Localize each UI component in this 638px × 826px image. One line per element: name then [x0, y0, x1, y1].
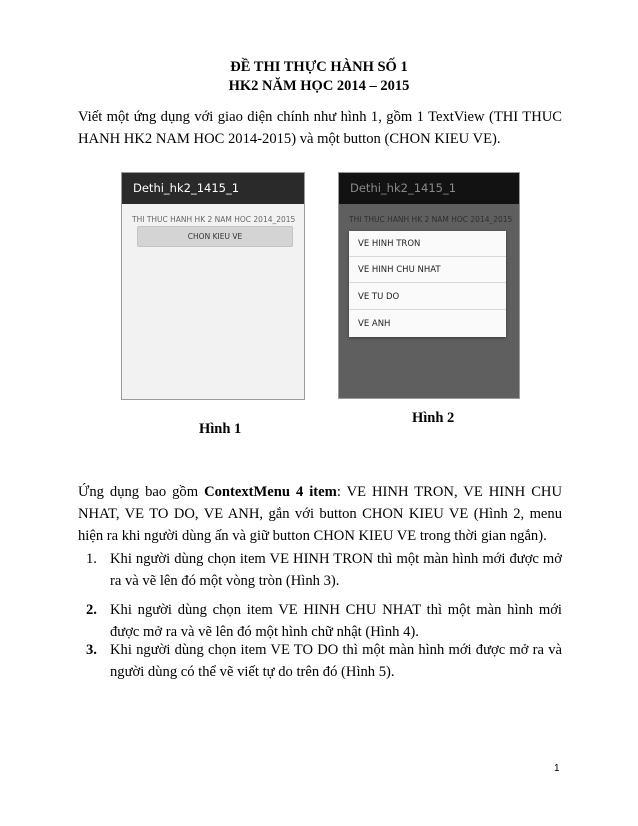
figure-2-screenshot — [338, 172, 520, 399]
page-title: ĐỀ THI THỰC HÀNH SỐ 1 — [230, 59, 408, 75]
figure-1-caption: Hình 1 — [199, 421, 242, 437]
page-number: 1 — [554, 763, 560, 774]
list-line: Khi người dùng chọn item VE TO DO thì một màn hình mới được mở ra và — [110, 642, 562, 658]
list-line: Khi người dùng chọn item VE HINH TRON thì một màn hình mới được mở — [110, 551, 562, 567]
app-title: Dethi_hk2_1415_1 — [350, 181, 457, 195]
figure-2-caption: Hình 2 — [412, 410, 455, 426]
textview: THI THUC HANH HK 2 NAM HOC 2014_2015 — [132, 215, 296, 224]
chon-kieu-ve-button[interactable]: CHON KIEU VE — [137, 226, 293, 247]
menu-item-ve-anh[interactable]: VE ANH — [358, 319, 391, 329]
page-subtitle: HK2 NĂM HỌC 2014 – 2015 — [228, 78, 410, 94]
list-line: người dùng có thể vẽ viết tự do trên đó (Hình 5). — [110, 664, 395, 680]
body-line-1 — [78, 481, 562, 503]
intro-paragraph — [78, 106, 562, 150]
body-line-1-rest: : VE HINH TRON, VE HINH CHU — [336, 484, 563, 500]
body-line-2: NHAT, VE TO DO, VE ANH, gắn với button CHON KIEU VE (Hình 2, menu — [78, 506, 562, 522]
textview: THI THUC HANH HK 2 NAM HOC 2014_2015 — [349, 215, 513, 224]
list-text — [110, 548, 562, 592]
list-number: 1. — [86, 551, 97, 567]
action-bar — [122, 173, 304, 204]
menu-item-ve-tu-do[interactable]: VE TU DO — [349, 284, 506, 310]
list-text — [110, 639, 562, 683]
context-menu — [349, 231, 506, 337]
body-paragraph — [78, 481, 562, 547]
list-line: được mở ra và vẽ lên đó một hình chữ nhật (Hình 4). — [110, 624, 419, 640]
screen-content — [122, 204, 304, 399]
app-title: Dethi_hk2_1415_1 — [133, 181, 240, 195]
intro-line-1: Viết một ứng dụng với giao diện chính như hình 1, gồm 1 TextView (THI THUC — [78, 109, 562, 125]
menu-item-ve-hinh-chu-nhat[interactable]: VE HINH CHU NHAT — [349, 257, 506, 283]
figure-1-screenshot — [121, 172, 305, 400]
context-menu-term: ContextMenu 4 item — [204, 484, 337, 500]
list-line: Khi người dùng chọn item VE HINH CHU NHAT thì một màn hình mới — [110, 602, 562, 618]
menu-item-ve-hinh-tron[interactable]: VE HINH TRON — [349, 231, 506, 257]
list-text — [110, 599, 562, 643]
list-number: 3. — [86, 642, 97, 658]
list-line: ra và vẽ lên đó một vòng tròn (Hình 3). — [110, 573, 340, 589]
action-bar — [339, 173, 519, 204]
body-line-3: hiện ra khi người dùng ấn và giữ button CHON KIEU VE trong thời gian ngắn). — [78, 528, 547, 544]
numbered-list — [78, 548, 562, 688]
body-line-1-text: Ứng dụng bao gồm — [78, 484, 205, 500]
list-number: 2. — [86, 602, 97, 618]
intro-line-2: HANH HK2 NAM HOC 2014-2015) và một button (CHON KIEU VE). — [78, 131, 501, 147]
